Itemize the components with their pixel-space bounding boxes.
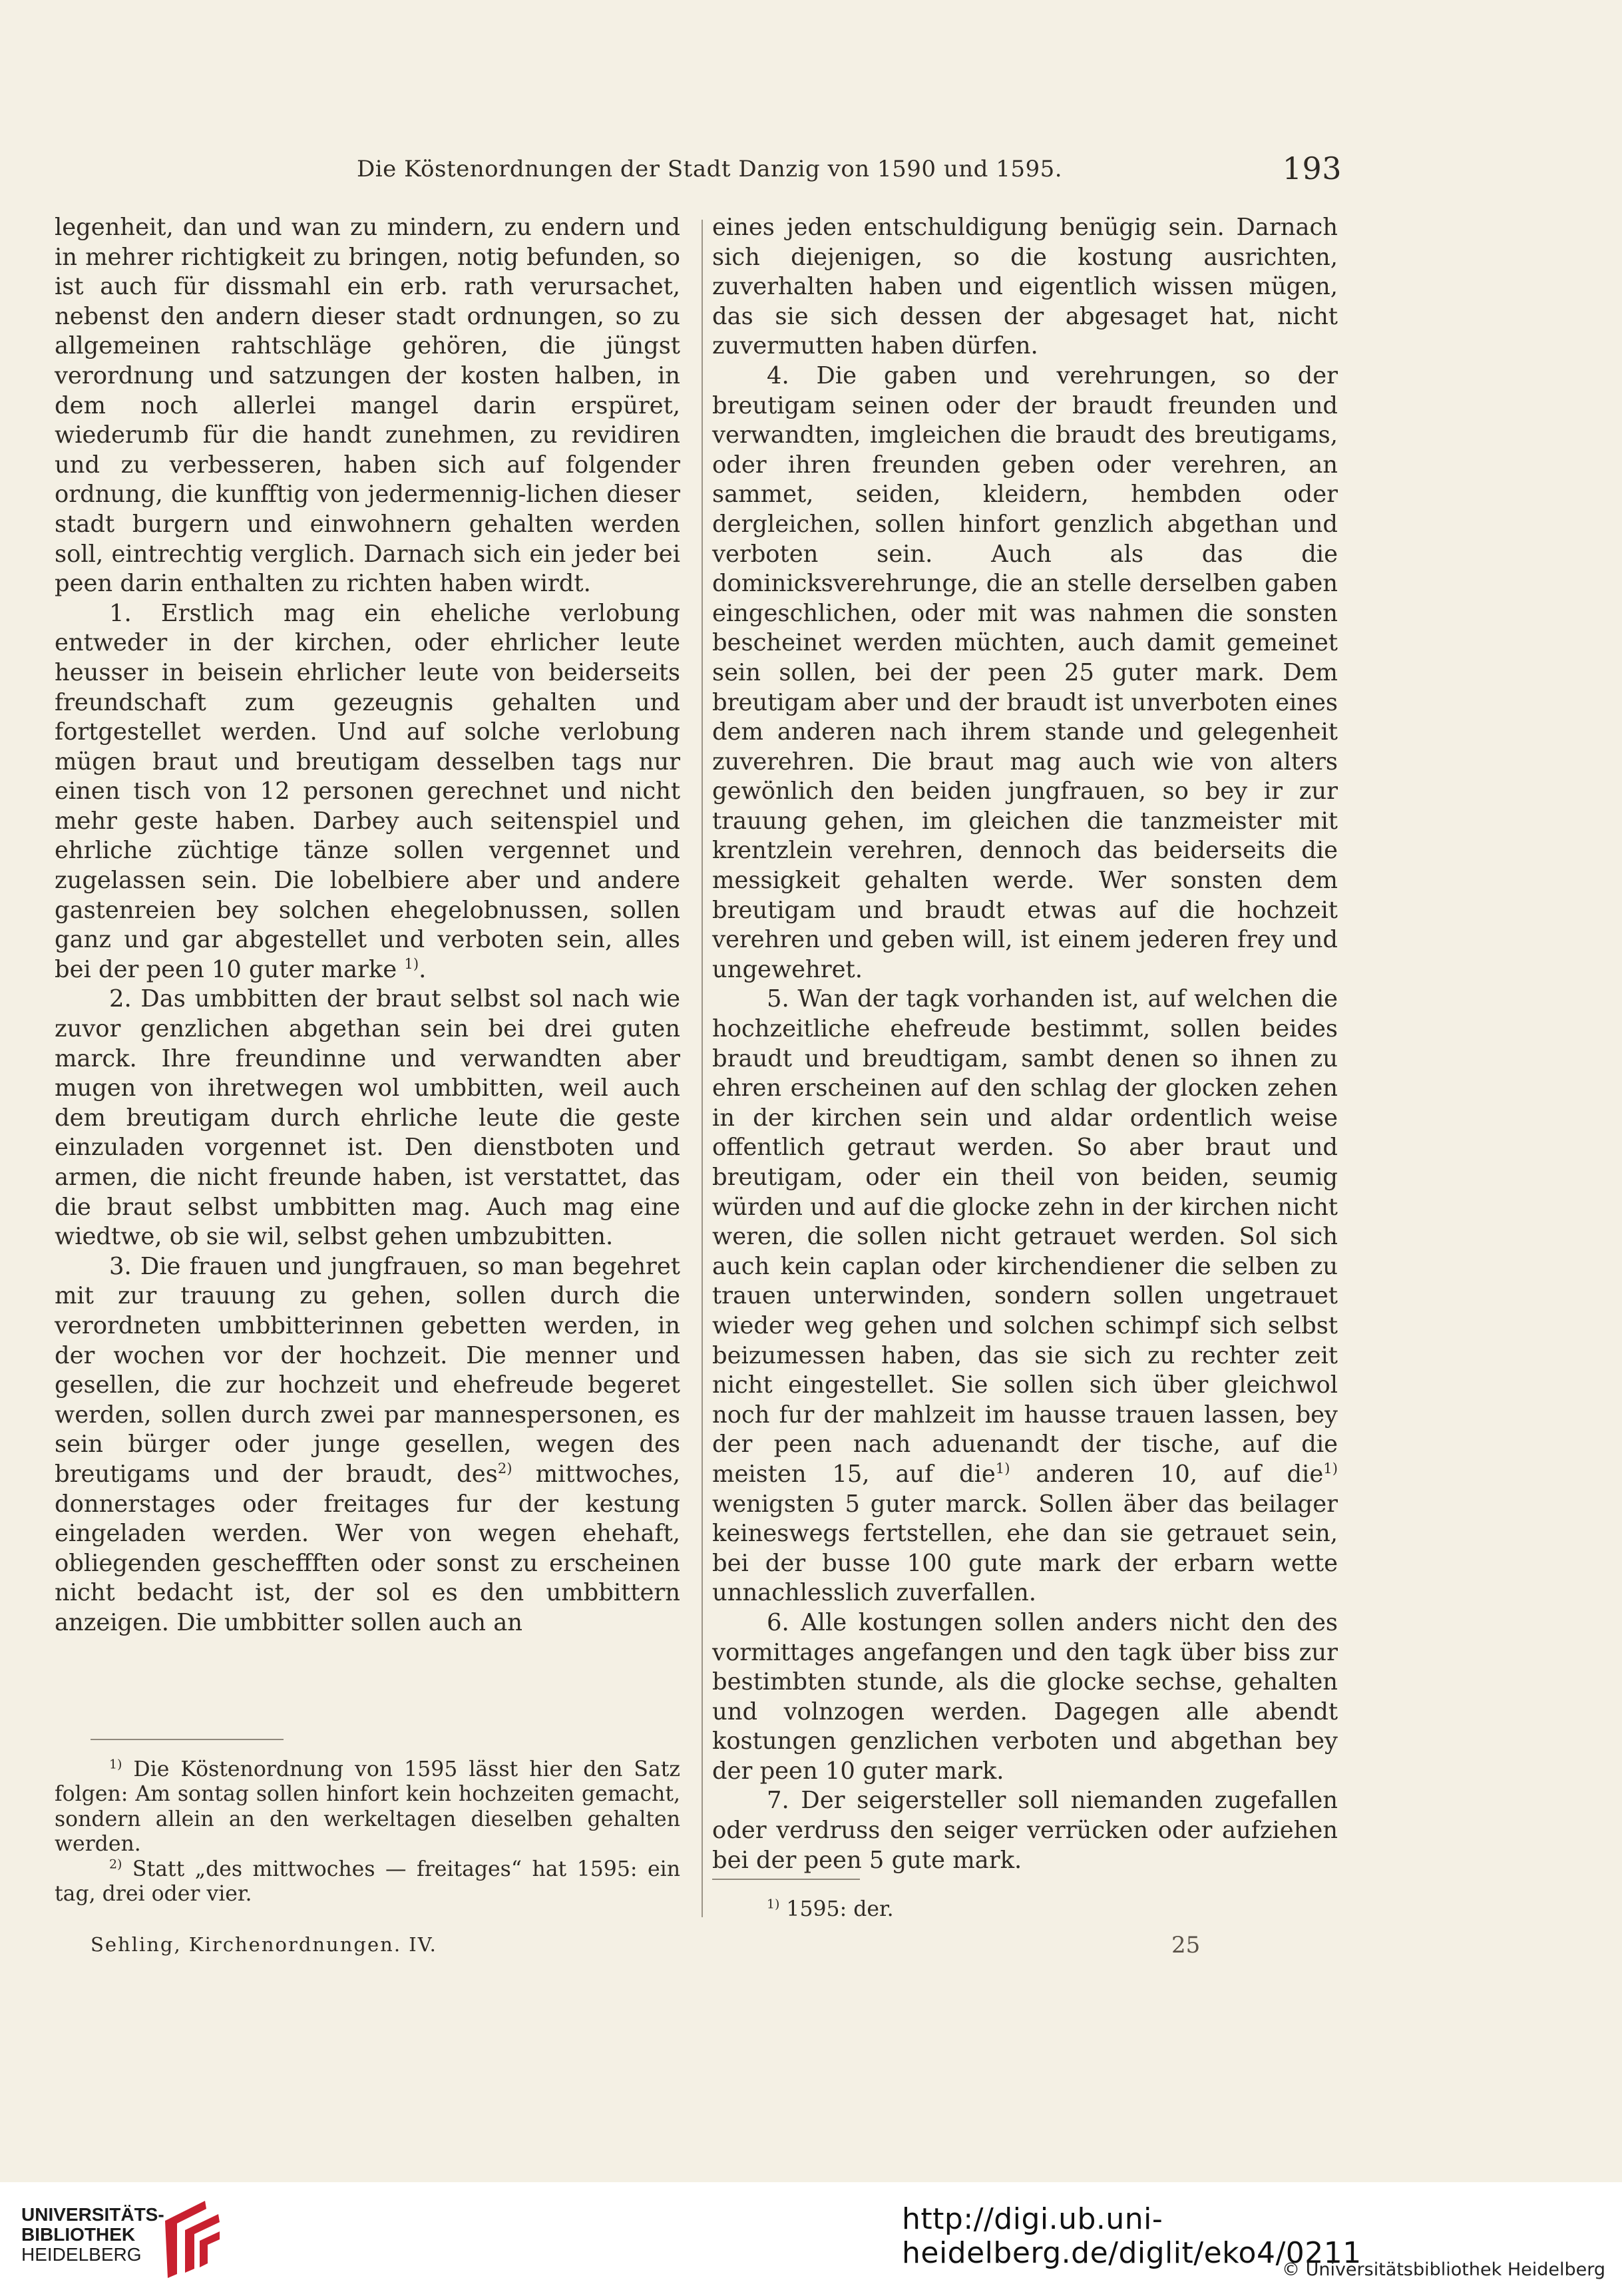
paragraph: 4. Die gaben und verehrungen, so der breutigam seinen oder der braudt freunden und verwandten, imgleichen die braudt des breutigams, oder ihren freunden geben oder verehren, an sammet, seiden, kleidern, hembden oder dergleichen, sollen hinfort genzlich abgethan und verboten sein. Auch als das die dominicksverehrunge, die an stelle derselben gaben eingeschlichen, oder mit was nahmen die sonsten bescheinet werden müchten, auch damit gemeinet sein sollen, bei der peen 25 guter mark. Dem breutigam aber und der braudt ist unverboten eines dem anderen nach ihrem stande und gelegenheit zuverehren. Die braut mag auch wie von alters gewönlich den beiden jungfrauen, so bey ir zur trauung gehen, im gleichen die tanzmeister mit krentzlein verehren, dennoch das beiderseits die messigkeit gehalten werde. Wer sonsten dem breutigam und braudt etwas auf die hochzeit verehren und geben will, ist einem jederen frey und ungewehret. — [712, 361, 1338, 983]
footnote: $^{2)}$ Statt „des mittwoches — freitages“ hat 1595: ein tag, drei oder vier. — [55, 1857, 680, 1907]
running-title: Die Köstenordnungen der Stadt Danzig von 1590 und 1595. — [357, 156, 1063, 182]
footnote-ref: 1) — [995, 1460, 1010, 1477]
footnote-ref: 2) — [497, 1460, 512, 1477]
paragraph: 3. Die frauen und jungfrauen, so man begehret mit zur trauung zu gehen, sollen durch die verordneten umbbitterinnen gebetten werden, in der wochen vor der hochzeit. Die menner und gesellen, die zur hochzeit und ehefreude begeret werden, sollen durch zwei par mannespersonen, es sein bürger oder junge gesellen, wegen des breutigams und der braudt, des$^{2)}$ mittwoches, donnerstages oder freitages fur der kestung eingeladen werden. Wer von wegen ehehaft, obliegenden gescheffften oder sonst zu erscheinen nicht bedacht ist, der sol es den umbbittern anzeigen. Die umbbitter sollen auch an — [55, 1252, 680, 1636]
paragraph: 5. Wan der tagk vorhanden ist, auf welchen die hochzeitliche ehefreude bestimmt, sollen beides braudt und breudtigam, sambt denen so ihnen zu ehren erscheinen auf den schlag der glocken zehen in der kirchen sein und aldar ordentlich weise offentlich getraut werden. So aber braut und breutigam, oder ein theil von beiden, seumig würden und auf die glocke zehn in der kirchen nicht weren, die sollen nicht getrauet werden. Sol sich auch kein caplan oder kirchendiener die selben zu trauen unterwinden, sondern sollen ungetrauet wieder weg gehen und solchen schimpf sich selbst beizumessen haben, das sie sich zu rechter zeit nicht eingestellet. Sie sollen sich über gleichwol noch fur der mahlzeit im hausse trauen lassen, bey der peen nach aduenandt der tische, auf die meisten 15, auf die$^{1)}$ anderen 10, auf die$^{1)}$ wenigsten 5 guter marck. Sollen äber das beilager keineswegs fertstellen, ehe dan sie getrauet sein, bei der busse 100 gute mark der erbarn wette unnachlesslich zuverfallen. — [712, 985, 1338, 1607]
left-column — [55, 213, 680, 1638]
running-header — [357, 150, 1342, 190]
right-column — [712, 213, 1338, 1875]
signature-line: Sehling, Kirchenordnungen. IV. — [91, 1933, 437, 1956]
page-number: 193 — [1282, 150, 1342, 186]
footnote-ref: 1) — [1323, 1460, 1338, 1477]
paragraph: 1. Erstlich mag ein eheliche verlobung entweder in der kirchen, oder ehrlicher leute heusser in beisein ehrlicher leute von beiderseits freundschaft zum gezeugnis gehalten und fortgestellet werden. Und auf solche verlobung mügen braut und breutigam desselben tags nur einen tisch von 12 personen gerechnet und nicht mehr geste haben. Darbey auch seitenspiel und ehrliche züchtige tänze sollen vergennet und zugelassen sein. Die lobelbiere aber und andere gastenreien bey solchen ehegelobnussen, sollen ganz und gar abgestellet und verboten sein, alles bei der peen 10 guter marke $^{1)}$. — [55, 599, 680, 983]
footnote: $^{1)}$ 1595: der. — [767, 1897, 894, 1921]
paragraph: 2. Das umbbitten der braut selbst sol nach wie zuvor genzlichen abgethan sein bei drei guten marck. Ihre freundinne und verwandten aber mugen von ihretwegen wol umbbitten, weil auch dem breutigam durch ehrliche leute die geste einzuladen vorgennet ist. Den dienstboten und armen, die nicht freunde haben, ist verstattet, das die braut selbst umbbitten mag. Auch mag eine wiedtwe, ob sie wil, selbst gehen umbzubitten. — [55, 985, 680, 1251]
right-footnotes — [712, 1897, 1338, 1922]
library-logo-icon — [158, 2194, 225, 2281]
column-divider — [702, 220, 703, 1917]
left-footnotes — [55, 1757, 680, 1907]
paragraph: 6. Alle kostungen sollen anders nicht den des vormittages angefangen und den tagk über biss zur bestimbten stunde, als die glocke sechse, gehalten und volnzogen werden. Dagegen alle abendt kostungen genzlichen verboten und abgethan bey der peen 10 guter mark. — [712, 1608, 1338, 1785]
signature-number: 25 — [1171, 1932, 1201, 1958]
paragraph: eines jeden entschuldigung benügig sein. Darnach sich diejenigen, so die kostung ausrichten, zuverhalten haben und eigentlich wissen mügen, das sie sich dessen der abgesaget hat, nicht zuvermutten haben dürfen. — [712, 214, 1338, 360]
paragraph: 7. Der seigersteller soll niemanden zugefallen oder verdruss den seiger verrücken oder aufziehen bei der peen 5 gute mark. — [712, 1787, 1338, 1874]
footnote: $^{1)}$ Die Köstenordnung von 1595 lässt hier den Satz folgen: Am sontag sollen hinfort kein hochzeiten gemacht, sondern allein an den werkeltagen dieselben gehalten werden. — [55, 1757, 680, 1857]
paragraph: legenheit, dan und wan zu mindern, zu endern und in mehrer richtigkeit zu bringen, notig befunden, so ist auch für dissmahl ein erb. rath verursachet, nebenst den andern dieser stadt ordnungen, so zu allgemeinen rahtschläge gehören, die jüngst verordnung und satzungen der kosten halben, in dem noch allerlei mangel darin erspüret, wiederumb für die handt zunehmen, zu revidiren und zu verbesseren, haben sich auf folgender ordnung, die kunfftig von jedermennig-lichen dieser stadt burgern und einwohnern gehalten werden soll, eintrechtig verglich. Darnach sich ein jeder bei peen darin enthalten zu richten haben wirdt. — [55, 214, 680, 598]
library-footer — [0, 2182, 1622, 2296]
permalink-url[interactable]: http://digi.ub.uni-heidelberg.de/diglit/eko4/0211 — [902, 2202, 1362, 2270]
footnote-ref: 1) — [404, 955, 419, 973]
copyright-notice: © Universitätsbibliothek Heidelberg — [1282, 2259, 1606, 2280]
footnote-rule — [91, 1739, 284, 1740]
footnote-rule — [712, 1879, 860, 1880]
library-logo-text: UNIVERSITÄTS- BIBLIOTHEK HEIDELBERG — [21, 2204, 164, 2265]
